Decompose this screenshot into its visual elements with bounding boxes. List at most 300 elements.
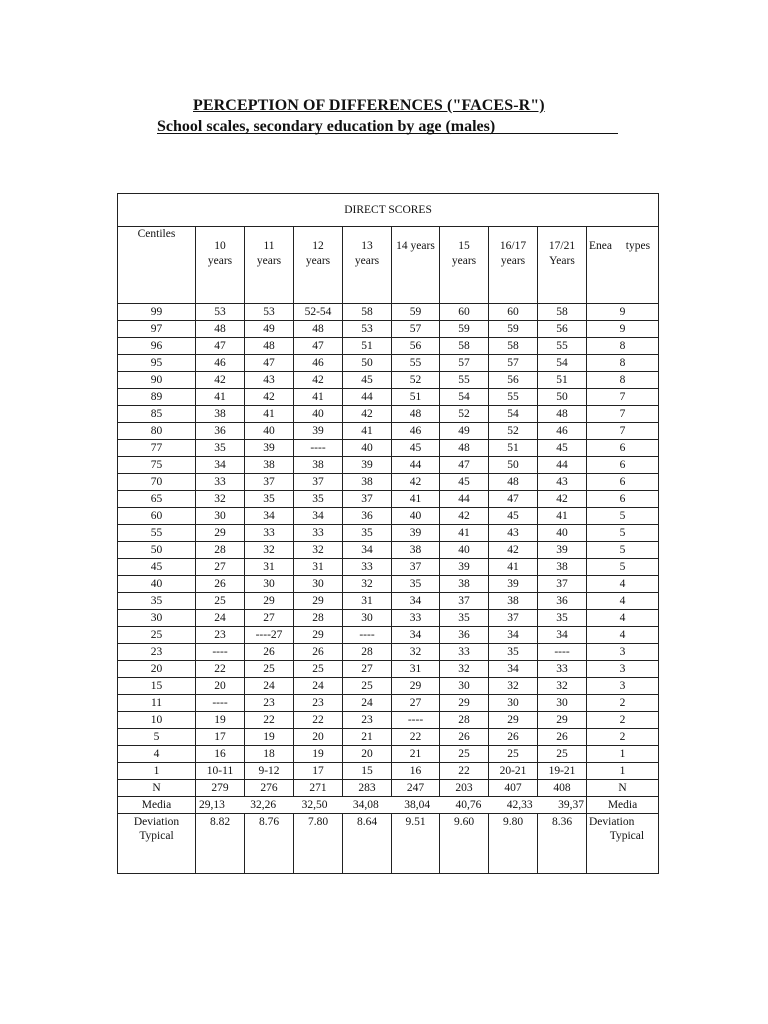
age-header-line2: years [256,255,282,267]
score-cell: 35 [538,610,587,627]
score-cell: 22 [196,661,245,678]
centile-cell: 15 [118,678,196,695]
centile-cell: 10 [118,712,196,729]
score-cell: 59 [489,321,538,338]
score-cell: ----27 [245,627,294,644]
deviation-value: 8.76 [245,814,294,874]
score-cell: 58 [538,304,587,321]
centile-cell: 40 [118,576,196,593]
centile-cell: 99 [118,304,196,321]
score-cell: 29 [440,695,489,712]
score-cell: 38 [294,457,343,474]
score-cell: 32 [196,491,245,508]
centile-cell: 23 [118,644,196,661]
score-cell: 34 [196,457,245,474]
enea-type-cell: 9 [587,321,659,338]
score-cell: 36 [538,593,587,610]
score-cell: 45 [538,440,587,457]
centile-cell: 5 [118,729,196,746]
deviation-label-line1: Deviation [133,816,180,828]
score-cell: 37 [538,576,587,593]
enea-type-cell: 7 [587,389,659,406]
table-row [118,712,659,729]
score-cell: 48 [245,338,294,355]
score-cell: 34 [343,542,392,559]
score-cell: 44 [343,389,392,406]
score-cell: 37 [440,593,489,610]
score-cell: 31 [343,593,392,610]
table-row [118,593,659,610]
score-cell: 21 [343,729,392,746]
age-header-line2: years [354,255,380,267]
score-cell: 44 [538,457,587,474]
score-cell: 203 [440,780,489,797]
score-cell: 38 [196,406,245,423]
table-row [118,644,659,661]
score-cell: ---- [392,712,440,729]
table-row [118,321,659,338]
enea-type-cell: 5 [587,559,659,576]
score-cell: 19 [196,712,245,729]
score-cell: 34 [392,593,440,610]
score-cell: 40 [538,525,587,542]
enea-type-cell: 2 [587,729,659,746]
score-cell: 26 [196,576,245,593]
enea-type-cell: 2 [587,695,659,712]
age-column-header [245,227,294,304]
score-cell: 41 [538,508,587,525]
score-cell: 9-12 [245,763,294,780]
score-cell: 16 [392,763,440,780]
score-cell: 50 [343,355,392,372]
centile-cell: 55 [118,525,196,542]
enea-type-cell: 1 [587,763,659,780]
score-cell: 36 [196,423,245,440]
score-cell: 33 [392,610,440,627]
score-cell: 48 [392,406,440,423]
score-cell: 59 [440,321,489,338]
score-cell: 279 [196,780,245,797]
score-cell: 39 [343,457,392,474]
media-values-cell [196,797,587,814]
score-cell: 20-21 [489,763,538,780]
centile-cell: 90 [118,372,196,389]
score-cell: 40 [245,423,294,440]
table-row [118,678,659,695]
media-value: 42,33 [506,799,533,811]
score-cell: 52 [392,372,440,389]
score-cell: 16 [196,746,245,763]
score-cell: 46 [196,355,245,372]
enea-type-cell: 5 [587,542,659,559]
score-cell: 30 [196,508,245,525]
enea-type-cell: 8 [587,355,659,372]
score-cell: 38 [392,542,440,559]
score-cell: 19 [294,746,343,763]
score-cell: 408 [538,780,587,797]
score-cell: 47 [440,457,489,474]
score-cell: 38 [440,576,489,593]
score-cell: 283 [343,780,392,797]
centile-cell: 77 [118,440,196,457]
score-cell: 32 [245,542,294,559]
score-cell: 51 [489,440,538,457]
score-cell: 40 [440,542,489,559]
age-column-header [440,227,489,304]
table-row [118,627,659,644]
enea-type-cell: 8 [587,372,659,389]
score-cell: 32 [392,644,440,661]
score-cell: 39 [440,559,489,576]
score-cell: 45 [440,474,489,491]
score-cell: 48 [196,321,245,338]
score-cell: 38 [538,559,587,576]
score-cell: 24 [343,695,392,712]
score-cell: 53 [343,321,392,338]
deviation-right-line2: Typical [609,830,645,842]
table-row [118,763,659,780]
score-cell: 34 [489,661,538,678]
enea-type-cell: 5 [587,525,659,542]
score-cell: 54 [538,355,587,372]
score-cell: 10-11 [196,763,245,780]
score-cell: 18 [245,746,294,763]
deviation-right-line1: Deviation [589,816,635,828]
score-cell: 53 [196,304,245,321]
centile-cell: 20 [118,661,196,678]
score-cell: ---- [294,440,343,457]
age-column-header [294,227,343,304]
score-cell: 26 [245,644,294,661]
score-cell: 54 [489,406,538,423]
score-cell: 56 [392,338,440,355]
score-cell: 22 [245,712,294,729]
enea-type-cell: 3 [587,644,659,661]
score-cell: 29 [392,678,440,695]
score-cell: 25 [196,593,245,610]
score-cell: 59 [392,304,440,321]
deviation-label [118,814,196,874]
score-cell: 31 [294,559,343,576]
score-cell: 41 [392,491,440,508]
score-cell: ---- [196,644,245,661]
score-cell: 23 [343,712,392,729]
score-cell: 47 [245,355,294,372]
score-cell: 20 [343,746,392,763]
score-cell: 26 [440,729,489,746]
score-cell: 29 [538,712,587,729]
score-cell: 50 [538,389,587,406]
score-cell: 43 [538,474,587,491]
score-cell: 407 [489,780,538,797]
score-cell: 26 [489,729,538,746]
enea-type-cell: 3 [587,678,659,695]
score-cell: 36 [440,627,489,644]
score-cell: 39 [538,542,587,559]
enea-type-cell: 6 [587,457,659,474]
score-cell: 29 [196,525,245,542]
score-cell: 42 [294,372,343,389]
score-cell: 45 [392,440,440,457]
score-cell: 55 [538,338,587,355]
types-label: types [625,240,651,252]
table-row [118,491,659,508]
enea-type-cell: 9 [587,304,659,321]
score-cell: 32 [343,576,392,593]
centile-cell: 30 [118,610,196,627]
score-cell: 43 [245,372,294,389]
score-cell: 53 [245,304,294,321]
score-cell: 47 [294,338,343,355]
media-right-label: Media [587,797,659,814]
score-cell: 42 [392,474,440,491]
score-cell: 46 [392,423,440,440]
score-cell: 25 [538,746,587,763]
score-cell: 31 [392,661,440,678]
table-row [118,457,659,474]
document-title: PERCEPTION OF DIFFERENCES ("FACES-R") [193,97,545,114]
score-cell: 33 [245,525,294,542]
score-cell: 57 [440,355,489,372]
enea-type-cell: 3 [587,661,659,678]
score-cell: 41 [343,423,392,440]
centile-cell: 80 [118,423,196,440]
media-row [118,797,659,814]
score-cell: 26 [294,644,343,661]
table-row [118,389,659,406]
age-column-header [392,227,440,304]
score-cell: 30 [440,678,489,695]
score-cell: 25 [245,661,294,678]
table-row [118,338,659,355]
score-cell: 42 [489,542,538,559]
centile-cell: 89 [118,389,196,406]
score-cell: 15 [343,763,392,780]
score-cell: 247 [392,780,440,797]
score-cell: 29 [489,712,538,729]
age-header-line2: years [500,255,526,267]
score-cell: 35 [489,644,538,661]
score-cell: 48 [294,321,343,338]
score-cell: 26 [538,729,587,746]
score-cell: 30 [245,576,294,593]
enea-type-cell: 5 [587,508,659,525]
score-cell: 41 [489,559,538,576]
age-header-line1: 13 [361,240,373,252]
age-header-line1: 17/21 [548,240,576,252]
score-cell: 29 [294,627,343,644]
score-cell: 35 [440,610,489,627]
table-row [118,559,659,576]
table-row [118,474,659,491]
age-header-line2: years [305,255,331,267]
media-value: 40,76 [455,799,482,811]
score-cell: 47 [489,491,538,508]
score-cell: ---- [343,627,392,644]
score-cell: 52 [489,423,538,440]
table-row [118,746,659,763]
centile-cell: 75 [118,457,196,474]
enea-type-cell: 8 [587,338,659,355]
score-cell: 33 [196,474,245,491]
score-cell: 36 [343,508,392,525]
score-cell: 24 [196,610,245,627]
direct-scores-table [117,193,659,874]
score-cell: 30 [294,576,343,593]
age-column-header [489,227,538,304]
enea-label: Enea [589,240,612,252]
deviation-right-label [587,814,659,874]
score-cell: 56 [489,372,538,389]
centile-cell: N [118,780,196,797]
table-row [118,695,659,712]
score-cell: 52-54 [294,304,343,321]
table-row [118,355,659,372]
table-row [118,525,659,542]
score-cell: ---- [538,644,587,661]
age-column-header [343,227,392,304]
enea-type-cell: 4 [587,627,659,644]
score-cell: 41 [440,525,489,542]
centile-cell: 45 [118,559,196,576]
score-cell: 42 [196,372,245,389]
score-cell: 27 [245,610,294,627]
centile-cell: 1 [118,763,196,780]
enea-type-cell: 7 [587,423,659,440]
table-row [118,423,659,440]
score-cell: 57 [392,321,440,338]
deviation-value: 8.36 [538,814,587,874]
enea-type-cell: 7 [587,406,659,423]
score-cell: 41 [245,406,294,423]
score-cell: 35 [245,491,294,508]
score-cell: 39 [392,525,440,542]
score-cell: 46 [294,355,343,372]
score-cell: 35 [196,440,245,457]
centile-cell: 85 [118,406,196,423]
score-cell: 58 [489,338,538,355]
table-row [118,508,659,525]
media-value: 39,37 [558,799,584,811]
age-header-line1: 10 [214,240,226,252]
age-header-line2: years [451,255,477,267]
deviation-value: 8.64 [343,814,392,874]
media-value: 29,13 [199,799,225,811]
enea-type-cell: N [587,780,659,797]
score-cell: 24 [245,678,294,695]
score-cell: 37 [294,474,343,491]
score-cell: 31 [245,559,294,576]
centiles-header: Centiles [118,227,196,304]
age-header-line1: 15 [458,240,470,252]
centile-cell: 95 [118,355,196,372]
score-cell: 22 [392,729,440,746]
score-cell: 46 [538,423,587,440]
document-subtitle: School scales, secondary education by age (males) [157,118,496,135]
score-cell: 41 [294,389,343,406]
score-cell: 58 [343,304,392,321]
media-label: Media [118,797,196,814]
age-column-header [196,227,245,304]
media-value: 34,08 [352,799,379,811]
age-column-header [538,227,587,304]
score-cell: 38 [489,593,538,610]
score-cell: 25 [343,678,392,695]
score-cell: 23 [245,695,294,712]
score-cell: 37 [489,610,538,627]
age-header-line2: years [207,255,233,267]
media-value: 38,04 [404,799,431,811]
score-cell: 22 [440,763,489,780]
score-cell: 27 [196,559,245,576]
score-cell: 37 [245,474,294,491]
score-cell: 44 [392,457,440,474]
enea-type-cell: 4 [587,593,659,610]
score-cell: 39 [294,423,343,440]
score-cell: 19 [245,729,294,746]
age-header-line1: 16/17 [499,240,527,252]
score-cell: 50 [489,457,538,474]
deviation-value: 8.82 [196,814,245,874]
centile-cell: 11 [118,695,196,712]
score-cell: 38 [343,474,392,491]
score-cell: 51 [343,338,392,355]
score-cell: 32 [489,678,538,695]
deviation-value: 9.51 [392,814,440,874]
score-cell: 42 [538,491,587,508]
score-cell: ---- [196,695,245,712]
score-cell: 30 [489,695,538,712]
score-cell: 34 [392,627,440,644]
score-cell: 42 [245,389,294,406]
table-row [118,661,659,678]
enea-type-cell: 1 [587,746,659,763]
score-cell: 45 [489,508,538,525]
score-cell: 42 [343,406,392,423]
enea-type-cell: 4 [587,576,659,593]
deviation-value: 9.60 [440,814,489,874]
score-cell: 30 [343,610,392,627]
table-row [118,372,659,389]
enea-type-cell: 4 [587,610,659,627]
score-cell: 32 [294,542,343,559]
score-cell: 28 [343,644,392,661]
table-row [118,576,659,593]
score-cell: 271 [294,780,343,797]
score-cell: 40 [294,406,343,423]
subtitle-underline [157,133,618,134]
score-cell: 55 [440,372,489,389]
centile-cell: 96 [118,338,196,355]
score-cell: 21 [392,746,440,763]
enea-type-cell: 6 [587,474,659,491]
score-cell: 25 [489,746,538,763]
score-cell: 28 [440,712,489,729]
score-cell: 25 [294,661,343,678]
score-cell: 22 [294,712,343,729]
score-cell: 20 [196,678,245,695]
score-cell: 27 [343,661,392,678]
score-cell: 60 [489,304,538,321]
score-cell: 45 [343,372,392,389]
table-row [118,406,659,423]
table-row [118,440,659,457]
score-cell: 42 [440,508,489,525]
score-cell: 33 [343,559,392,576]
score-cell: 35 [392,576,440,593]
score-cell: 30 [538,695,587,712]
score-cell: 41 [196,389,245,406]
